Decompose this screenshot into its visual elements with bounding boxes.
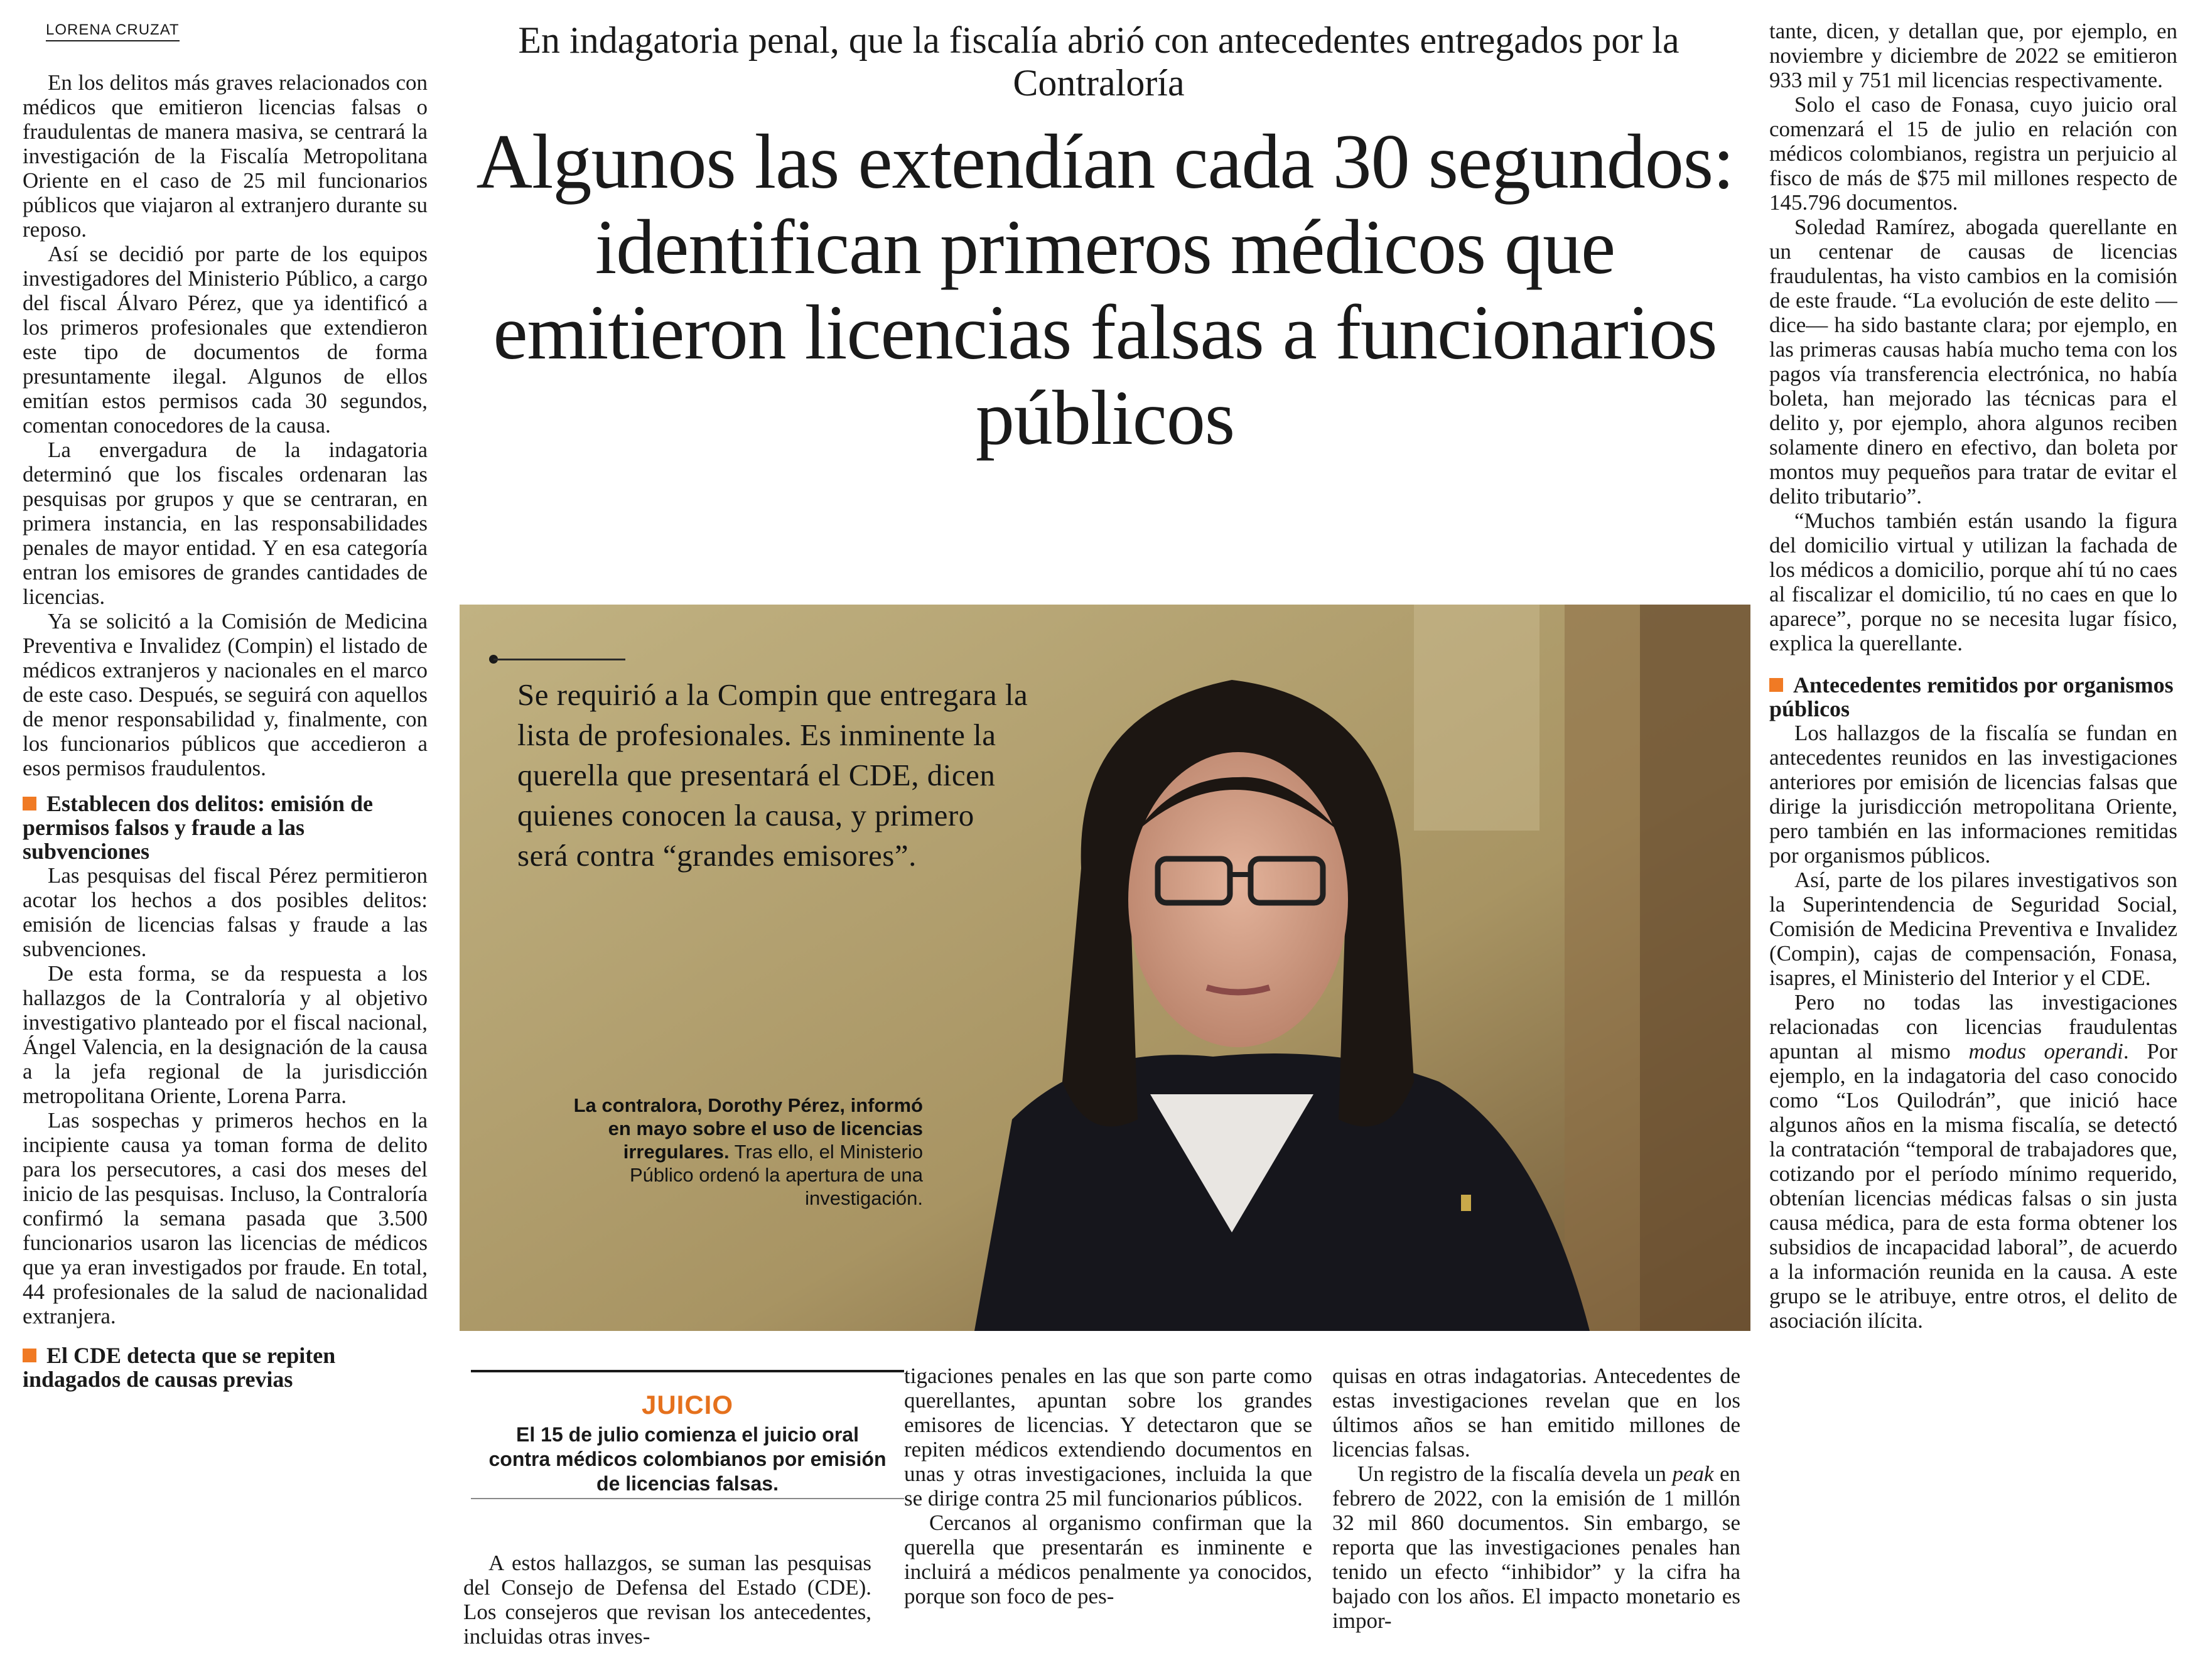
paragraph: tigaciones penales en las que son parte como querellantes, apuntan sobre los grandes emisores de licencias. Y detectaron que se repiten médicos extendiendo documentos en unas y otras investigaciones, incluida la que se dirige contra 25 mil funcionarios públicos.	[904, 1364, 1312, 1510]
paragraph: Las sospechas y primeros hechos en la incipiente causa ya toman forma de delito para los persecutores, a casi dos meses del inicio de las pesquisas. Incluso, la Contraloría confirmó la semana pasada que 3.500 funcionarios usaron las licencias de médicos que ya eran investigados por fraude. En total, 44 profesionales de la salud de nacionalidad extranjera.	[23, 1108, 428, 1328]
paragraph: Los hallazgos de la fiscalía se fundan en antecedentes reunidos en las investigaciones anteriores por emisión de licencias falsas que dirige la jurisdicción metropolitana Oriente, pero también en las informaciones remitidas por organismos públicos.	[1769, 721, 2177, 868]
paragraph: Solo el caso de Fonasa, cuyo juicio oral comenzará el 15 de julio en relación con médicos colombianos, registra un perjuicio al fisco de más de $75 mil millones respecto de 145.796 documentos.	[1769, 92, 2177, 215]
article-column-5	[1769, 19, 2177, 1676]
article-column-4	[1332, 1364, 1740, 1675]
paragraph: Así se decidió por parte de los equipos investigadores del Ministerio Público, a cargo del fiscal Álvaro Pérez, que ya identificó a los primeros profesionales que extendieron este tipo de documentos de forma presuntamente ilegal. Algunos de ellos emitían estos permisos cada 30 segundos, comentan conocedores de la causa.	[23, 242, 428, 438]
article-column-1	[23, 70, 428, 1675]
juicio-rule	[471, 1498, 904, 1499]
paragraph: Pero no todas las investigaciones relacionadas con licencias fraudulentas apuntan al mismo modus operandi. Por ejemplo, en la indagatoria del caso conocido como “Los Quilodrán”, que inició hace algunos años en la misma fiscalía, se detectó la contratación “temporal de trabajadores que, cotizando por el período mínimo requerido, obtenían licencias médicas falsas o sin justa causa médica, para de esta forma obtener los subsidios de incapacidad laboral”, de acuerdo a la información reunida en la causa. A este grupo se le atribuye, entre otros, el delito de asociación ilícita.	[1769, 990, 2177, 1333]
orange-square-icon	[1769, 678, 1783, 692]
paragraph: La envergadura de la indagatoria determinó que los fiscales ordenaran las pesquisas por grupos y que se centraran, en primera instancia, en las responsabilidades penales de mayor entidad. Y en esa categoría entran los emisores de grandes cantidades de licencias.	[23, 438, 428, 609]
caption-regular: Tras ello, el Ministerio Público ordenó la apertura de una investigación.	[629, 1141, 923, 1209]
paragraph: Cercanos al organismo confirman que la querella que presentarán es inminente e incluirá a médicos penalmente ya conocidos, porque son foco de pes-	[904, 1510, 1312, 1608]
subheading: Antecedentes remitidos por organismos públicos	[1769, 672, 2174, 721]
juicio-box	[471, 1370, 904, 1502]
pull-quote: Se requirió a la Compin que entregara la lista de profesionales. Es inminente la querella que presentará el CDE, dicen quienes conocen la causa, y primero será contra “grandes emisores”.	[517, 677, 1028, 873]
juicio-text: El 15 de julio comienza el juicio oral contra médicos colombianos por emisión de licencias falsas.	[488, 1423, 887, 1495]
paragraph: quisas en otras indagatorias. Antecedentes de estas investigaciones revelan que en los últimos años se han emitido millones de licencias falsas.	[1332, 1364, 1740, 1462]
photo-caption	[559, 1094, 923, 1210]
article-column-3	[904, 1364, 1312, 1675]
juicio-label: JUICIO	[641, 1390, 734, 1419]
paragraph: tante, dicen, y detallan que, por ejemplo, en noviembre y diciembre de 2022 se emitieron 933 mil y 751 mil licencias respectivamente.	[1769, 19, 2177, 92]
paragraph: En los delitos más graves relacionados con médicos que emitieron licencias falsas o fraudulentas de manera masiva, se centrará la investigación de la Fiscalía Metropolitana Oriente en el caso de 25 mil funcionarios públicos que viajaron al extranjero durante su reposo.	[23, 70, 428, 242]
paragraph: Así, parte de los pilares investigativos son la Superintendencia de Seguridad Social, Comisión de Medicina Preventiva e Invalidez (Compin), cajas de compensación, Fonasa, isapres, el Ministerio del Interior y el CDE.	[1769, 868, 2177, 990]
orange-square-icon	[23, 1349, 36, 1362]
caption-bold: La contralora, Dorothy Pérez, informó en mayo sobre el uso de licencias irregulares.	[573, 1094, 923, 1163]
article-column-2	[463, 1551, 871, 1676]
paragraph: Soledad Ramírez, abogada querellante en un centenar de causas de licencias fraudulentas, ha visto cambios en la comisión de este fraude. “La evolución de este delito —dice— ha sido bastante clara; por ejemplo, en las primeras causas había mucho tema con los pagos vía transferencia electrónica, no había boleta, han mejorado las técnicas para el delito y, por ejemplo, ahora algunos reciben solamente dinero en efectivo, dan boleta por montos muy pequeños para tratar de evitar el delito tributario”.	[1769, 215, 2177, 509]
paragraph: Un registro de la fiscalía devela un peak en febrero de 2022, con la emisión de 1 millón 32 mil 860 documentos. Sin embargo, se reporta que las investigaciones penales han tenido un efecto “inhibidor” y la cifra ha bajado con los años. El impacto monetario es impor-	[1332, 1462, 1740, 1633]
quote-rule	[493, 659, 625, 660]
paragraph: Las pesquisas del fiscal Pérez permitieron acotar los hechos a dos posibles delitos: emisión de licencias falsas y fraude a las subvenciones.	[23, 863, 428, 961]
paragraph: “Muchos también están usando la figura del domicilio virtual y utilizan la fachada de los médicos a domicilio, porque ahí tú no caes al fiscalizar el domicilio, tú no caes en que lo aparece”, porque no se necesita lugar físico, explica la querellante.	[1769, 509, 2177, 655]
orange-square-icon	[23, 797, 36, 810]
paragraph: A estos hallazgos, se suman las pesquisas del Consejo de Defensa del Estado (CDE). Los consejeros que revisan los antecedentes, incluidas otras inves-	[463, 1551, 871, 1649]
byline: LORENA CRUZAT	[46, 21, 180, 41]
subheading: El CDE detecta que se repiten indagados de causas previas	[23, 1343, 336, 1392]
kicker: En indagatoria penal, que la fiscalía abrió con antecedentes entregados por la Contraloría	[518, 19, 1679, 104]
headline: Algunos las extendían cada 30 segundos: identifican primeros médicos que emitieron licencias falsas a funcionarios públicos	[476, 119, 1734, 461]
subheading: Establecen dos delitos: emisión de permisos falsos y fraude a las subvenciones	[23, 791, 374, 864]
paragraph: Ya se solicitó a la Comisión de Medicina Preventiva e Invalidez (Compin) el listado de médicos extranjeros y nacionales en el marco de este caso. Después, se seguirá con aquellos de menor responsabilidad y, finalmente, con los funcionarios públicos que accedieron a esos permisos fraudulentos.	[23, 609, 428, 780]
paragraph: De esta forma, se da respuesta a los hallazgos de la Contraloría y al objetivo investigativo planteado por el fiscal nacional, Ángel Valencia, en la designación de la causa a la jefa regional de la jurisdicción metropolitana Oriente, Lorena Parra.	[23, 961, 428, 1108]
